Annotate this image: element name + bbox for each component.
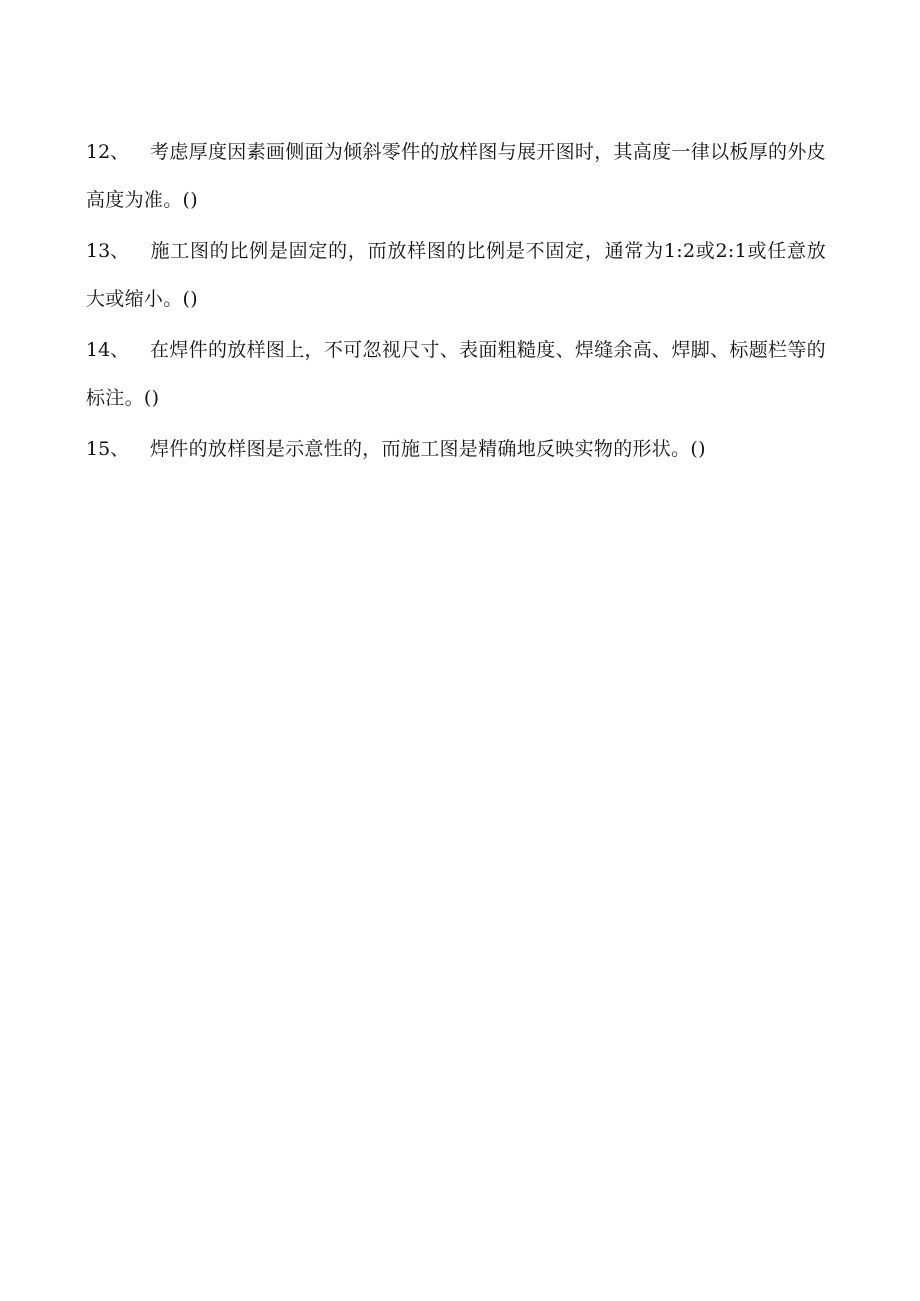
question-list [86,128,826,476]
question-number: 14、 [86,339,130,361]
question-text: 焊件的放样图是示意性的，而施工图是精确地反映实物的形状。() [150,438,706,460]
question-item-12 [86,128,826,224]
question-text: 施工图的比例是固定的，而放样图的比例是不固定，通常为1:2或2:1或任意放大或缩小。() [86,240,826,310]
question-item-14 [86,326,826,422]
question-text: 在焊件的放样图上，不可忽视尺寸、表面粗糙度、焊缝余高、焊脚、标题栏等的标注。() [86,339,826,409]
question-text: 考虑厚度因素画侧面为倾斜零件的放样图与展开图时，其高度一律以板厚的外皮高度为准。() [86,141,826,211]
question-item-15 [86,425,826,473]
question-number: 15、 [86,438,130,460]
question-number: 12、 [86,141,130,163]
question-item-13 [86,227,826,323]
question-number: 13、 [86,240,130,262]
